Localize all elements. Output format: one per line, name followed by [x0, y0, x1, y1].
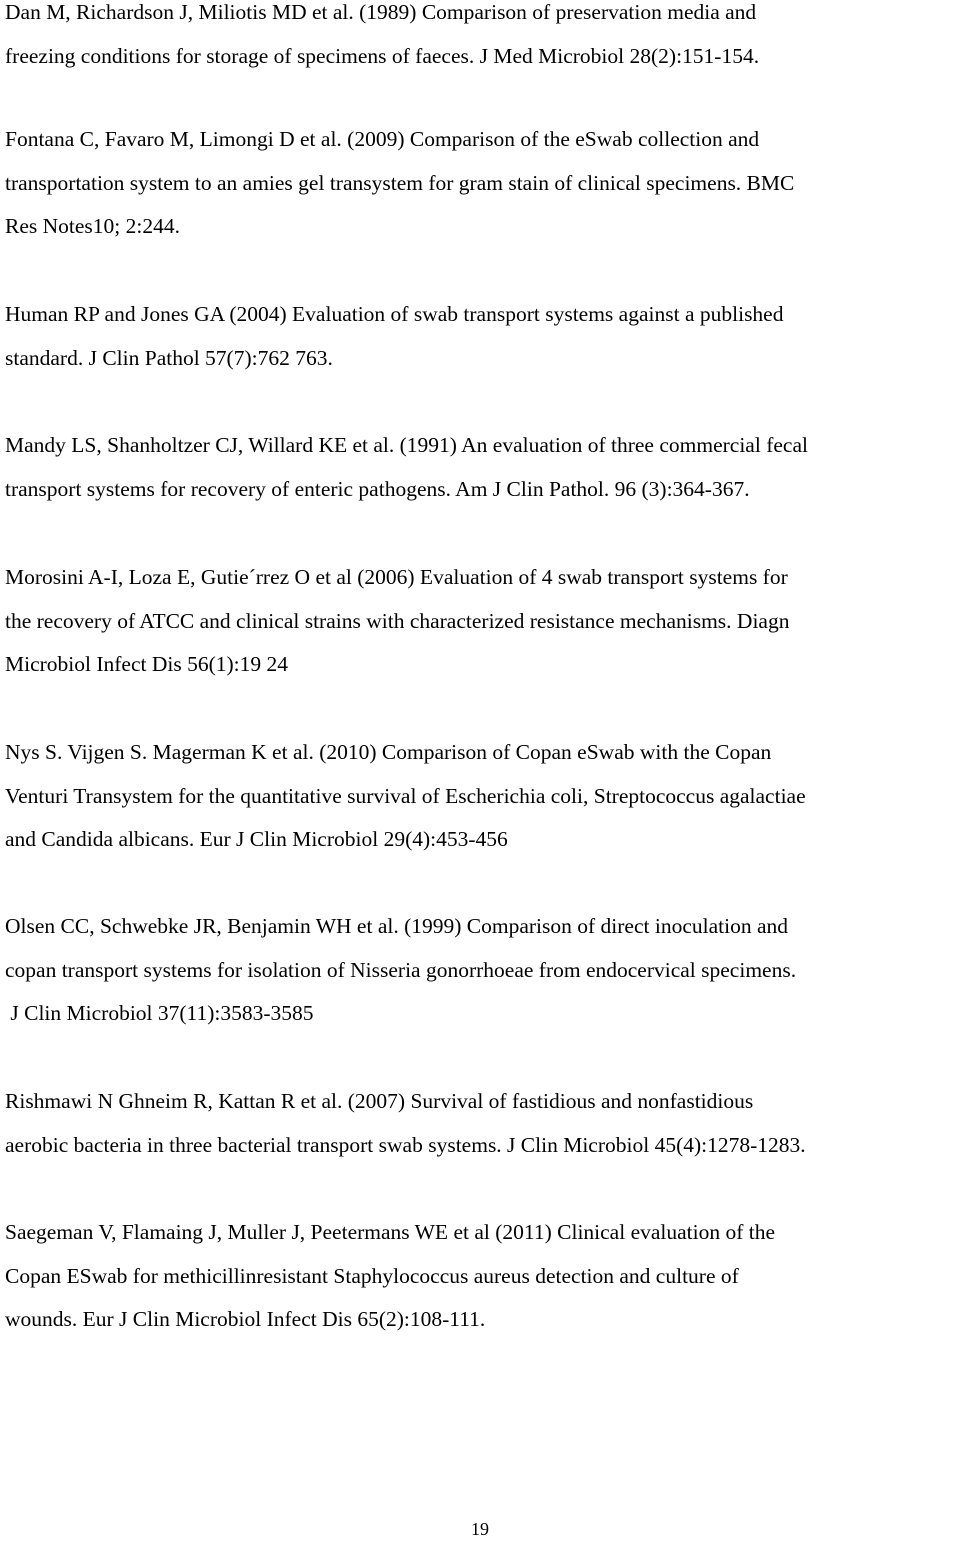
reference-line: Fontana C, Favaro M, Limongi D et al. (2009) Comparison of the eSwab collection and	[5, 127, 760, 151]
reference-entry-mandy	[5, 424, 957, 511]
reference-line: Res Notes10; 2:244.	[5, 214, 180, 238]
reference-line: freezing conditions for storage of specimens of faeces. J Med Microbiol 28(2):151-154.	[5, 43, 760, 68]
reference-entry-saegeman	[5, 1211, 957, 1342]
reference-line: the recovery of ATCC and clinical strains with characterized resistance mechanisms. Diagn	[5, 608, 790, 633]
reference-line: Mandy LS, Shanholtzer CJ, Willard KE et al. (1991) An evaluation of three commercial fecal	[5, 433, 808, 457]
reference-line: J Clin Microbiol 37(11):3583-3585	[5, 1001, 314, 1025]
reference-line: Saegeman V, Flamaing J, Muller J, Peetermans WE et al (2011) Clinical evaluation of the	[5, 1220, 776, 1244]
reference-entry-olsen	[5, 905, 957, 1036]
reference-entry-rishmawi	[5, 1080, 957, 1167]
reference-entry-human	[5, 293, 957, 380]
reference-line: aerobic bacteria in three bacterial transport swab systems. J Clin Microbiol 45(4):1278-1283.	[5, 1132, 806, 1157]
reference-entry-morosini	[5, 556, 957, 687]
reference-line: Rishmawi N Ghneim R, Kattan R et al. (2007) Survival of fastidious and nonfastidious	[5, 1089, 754, 1113]
reference-line: Nys S. Vijgen S. Magerman K et al. (2010) Comparison of Copan eSwab with the Copan	[5, 740, 772, 764]
reference-entry-nys	[5, 731, 957, 862]
reference-line: Copan ESwab for methicillinresistant Staphylococcus aureus detection and culture of	[5, 1263, 739, 1288]
reference-line: and Candida albicans. Eur J Clin Microbiol 29(4):453-456	[5, 827, 508, 851]
reference-entry-fontana	[5, 118, 957, 249]
reference-line: Olsen CC, Schwebke JR, Benjamin WH et al. (1999) Comparison of direct inoculation and	[5, 914, 789, 938]
reference-line: transport systems for recovery of enteric pathogens. Am J Clin Pathol. 96 (3):364-367.	[5, 476, 750, 501]
reference-entry-dan	[5, 0, 957, 78]
reference-line: standard. J Clin Pathol 57(7):762 763.	[5, 345, 333, 370]
reference-line: Dan M, Richardson J, Miliotis MD et al. (1989) Comparison of preservation media and	[5, 0, 757, 24]
reference-line: transportation system to an amies gel transystem for gram stain of clinical specimens. BMC	[5, 170, 795, 195]
reference-line: Morosini A-I, Loza E, Gutie´rrez O et al (2006) Evaluation of 4 swab transport systems for	[5, 565, 788, 589]
reference-line: Microbiol Infect Dis 56(1):19 24	[5, 652, 289, 676]
page-number: 19	[471, 1519, 489, 1539]
reference-line: copan transport systems for isolation of Nisseria gonorrhoeae from endocervical specimens.	[5, 957, 797, 982]
reference-line: Human RP and Jones GA (2004) Evaluation of swab transport systems against a published	[5, 302, 784, 326]
reference-line: wounds. Eur J Clin Microbiol Infect Dis 65(2):108-111.	[5, 1307, 486, 1331]
reference-line: Venturi Transystem for the quantitative survival of Escherichia coli, Streptococcus agalactiae	[5, 783, 806, 808]
